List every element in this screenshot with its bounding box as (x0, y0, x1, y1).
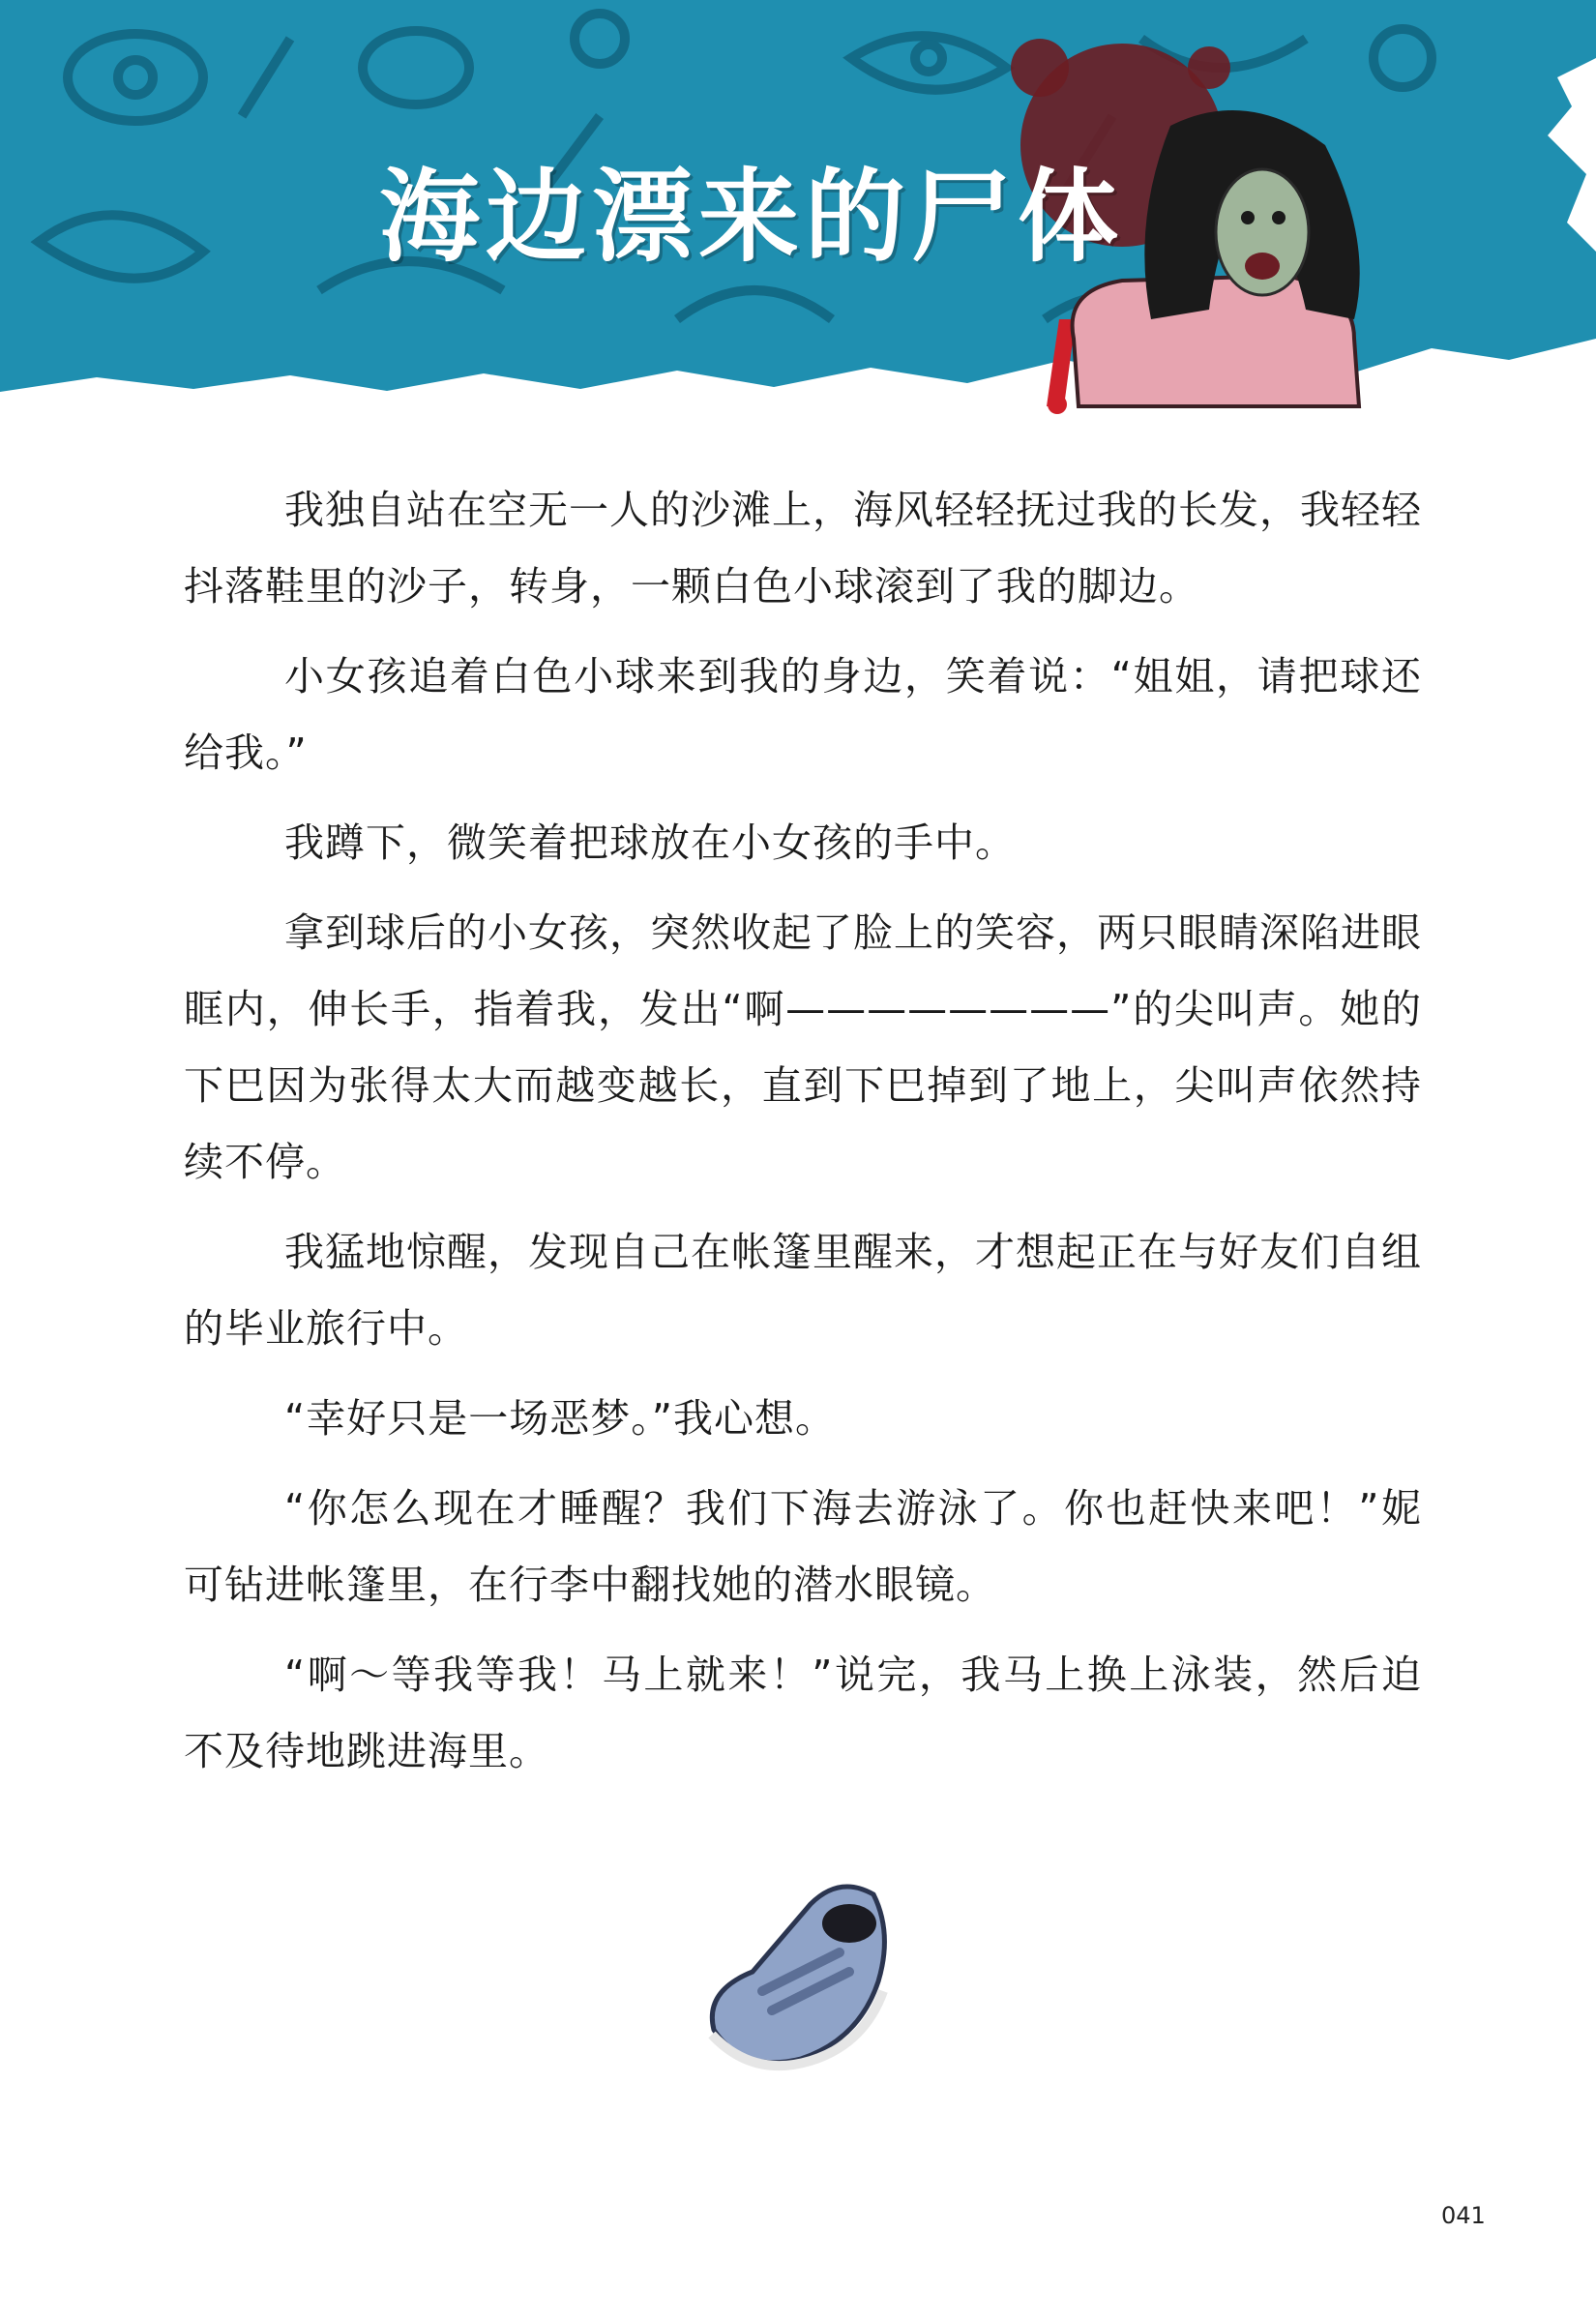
page-title: 海边漂来的尸体 (379, 158, 1125, 276)
paragraph: 我猛地惊醒，发现自己在帐篷里醒来，才想起正在与好友们自组的毕业旅行中。 (184, 1229, 1422, 1352)
paragraph: 小女孩追着白色小球来到我的身边，笑着说：“姐姐，请把球还给我。” (184, 653, 1422, 776)
shoe-illustration (695, 1846, 907, 2082)
paragraph: “啊～等我等我！马上就来！”说完，我马上换上泳装，然后迫不及待地跳进海里。 (184, 1652, 1422, 1774)
header-banner (0, 0, 1596, 416)
paragraph: 我蹲下，微笑着把球放在小女孩的手中。 (284, 819, 1016, 866)
paragraph: “幸好只是一场恶梦。”我心想。 (284, 1395, 836, 1442)
paragraph: “你怎么现在才睡醒？我们下海去游泳了。你也赶快来吧！”妮可钻进帐篷里，在行李中翻找她的潜水眼镜。 (184, 1485, 1422, 1608)
paragraph: 我独自站在空无一人的沙滩上，海风轻轻抚过我的长发，我轻轻抖落鞋里的沙子，转身，一颗白色小球滚到了我的脚边。 (184, 487, 1422, 610)
page-number: 041 (1441, 2202, 1486, 2229)
story-text (184, 472, 1422, 1803)
paragraph: 拿到球后的小女孩，突然收起了脸上的笑容，两只眼睛深陷进眼眶内，伸长手，指着我，发出“啊————————”的尖叫声。她的下巴因为张得太大而越变越长，直到下巴掉到了地上，尖叫声依然持续不停。 (184, 909, 1422, 1185)
